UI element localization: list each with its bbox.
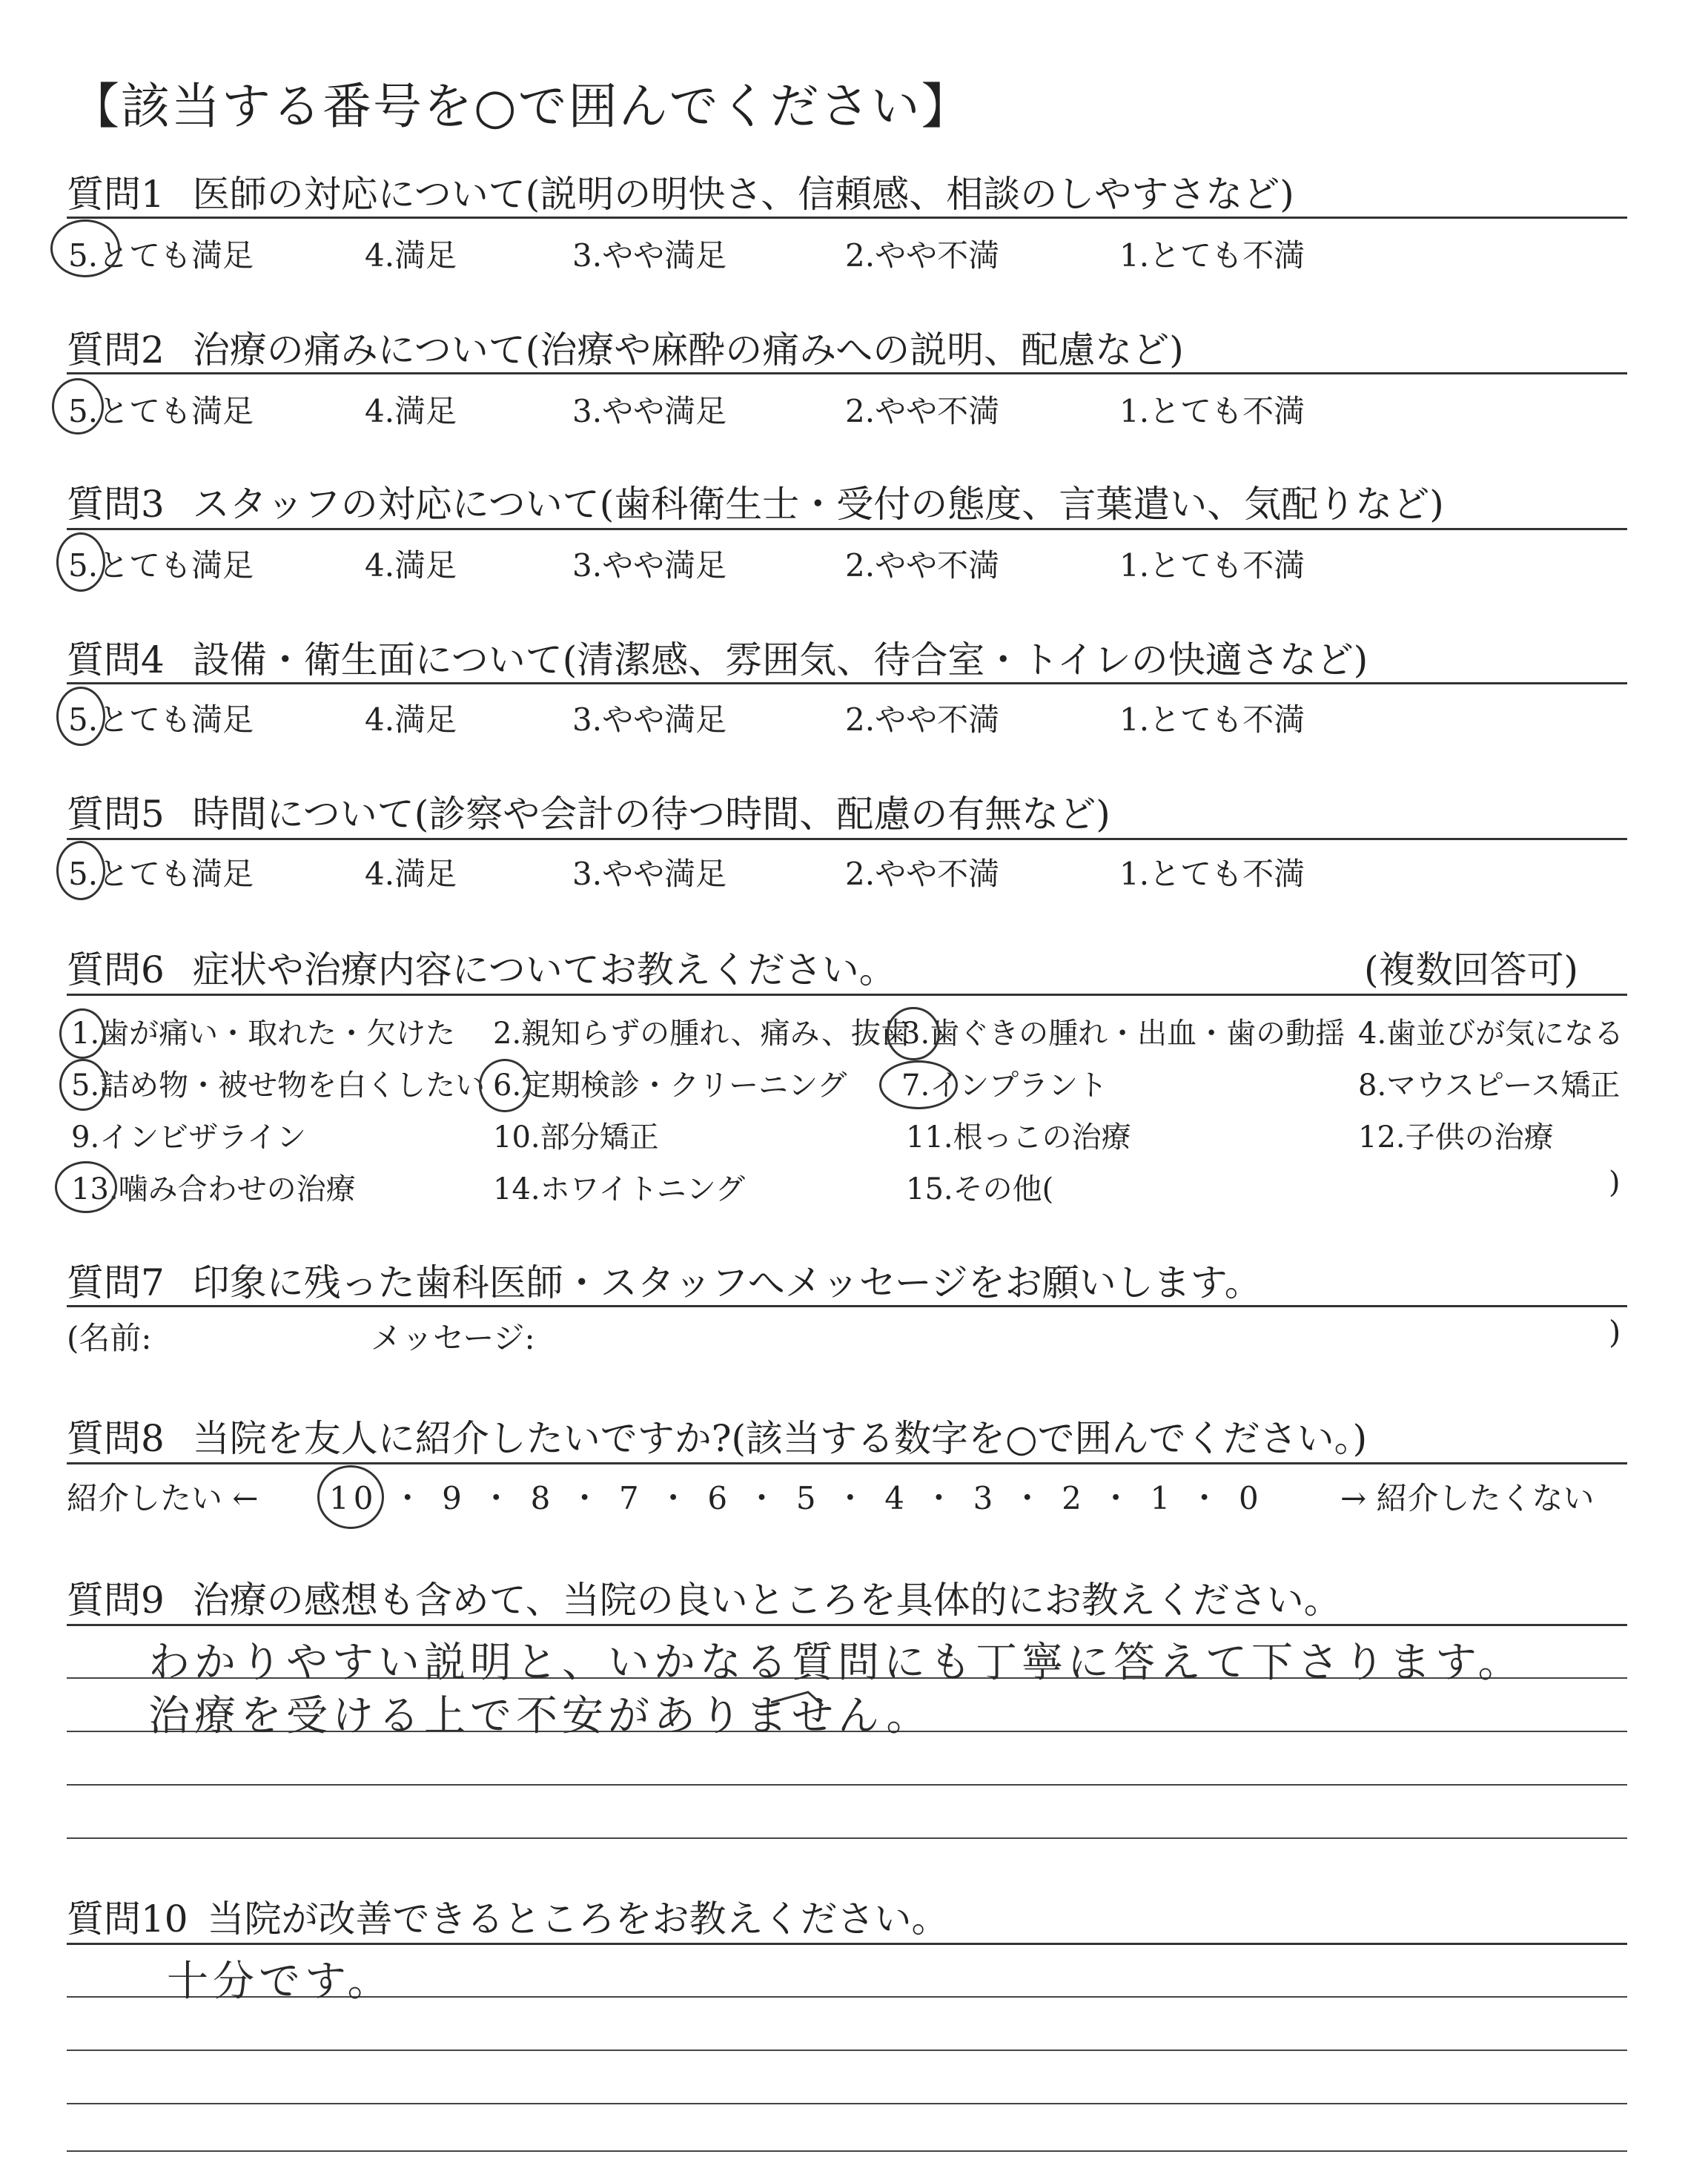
q6-item-11[interactable]: 11.根っこの治療	[906, 1120, 1131, 1155]
q5-option-4[interactable]: 4.満足	[365, 856, 457, 892]
q4-option-2[interactable]: 2.やや不満	[845, 701, 1000, 738]
q5-option-1[interactable]: 1.とても不満	[1119, 856, 1305, 892]
q6-item-2[interactable]: 2.親知らずの腫れ、痛み、抜歯	[493, 1017, 910, 1051]
question-7-label: 質問7	[67, 1261, 165, 1304]
question-10-label: 質問10	[67, 1898, 188, 1941]
selection-circle	[59, 1008, 105, 1059]
question-8	[67, 1409, 1367, 1462]
selection-circle	[317, 1465, 384, 1529]
recommend-scale[interactable]: 10 ・ 9 ・ 8 ・ 7 ・ 6 ・ 5 ・ 4 ・ 3 ・ 2 ・ 1 ・ 0	[329, 1480, 1263, 1516]
question-3-label: 質問3	[67, 483, 165, 526]
multiple-answer-note: (複数回答可)	[1364, 948, 1579, 991]
q2-option-4[interactable]: 4.満足	[365, 393, 457, 429]
q3-option-1[interactable]: 1.とても不満	[1119, 547, 1305, 584]
recommend-left-label: 紹介したい ←	[67, 1480, 259, 1516]
question-3-text: スタッフの対応について(歯科衛生士・受付の態度、言葉遣い、気配りなど)	[192, 483, 1444, 526]
message-label: メッセージ:	[371, 1320, 535, 1356]
question-5-label: 質問5	[67, 793, 165, 836]
question-10	[67, 1889, 949, 1943]
q2-option-3[interactable]: 3.やや満足	[572, 393, 727, 429]
selection-circle	[879, 1060, 958, 1109]
q9-answer-line-1: わかりやすい説明と、いかなる質問にも丁寧に答えて下さります。	[148, 1639, 1524, 1687]
q6-item-15-close: )	[1609, 1166, 1621, 1200]
answer-line	[67, 2103, 1627, 2104]
name-label: (名前:	[67, 1320, 152, 1356]
page-title: 【該当する番号を○で囲んでください】	[70, 78, 972, 135]
question-9-label: 質問9	[67, 1579, 165, 1622]
answer-line	[67, 1837, 1627, 1839]
q4-option-4[interactable]: 4.満足	[365, 701, 457, 738]
divider	[67, 372, 1627, 374]
q5-option-5[interactable]: 5.とても満足	[68, 856, 254, 892]
divider	[67, 994, 1627, 996]
q1-option-5[interactable]: 5.とても満足	[68, 237, 254, 274]
question-2	[67, 320, 1184, 374]
question-5	[67, 785, 1110, 838]
question-1-label: 質問1	[67, 173, 165, 216]
question-7	[67, 1253, 1262, 1307]
question-9	[67, 1571, 1341, 1624]
q6-item-4[interactable]: 4.歯並びが気になる	[1358, 1017, 1624, 1051]
q6-item-6[interactable]: 6.定期検診・クリーニング	[493, 1069, 847, 1103]
answer-line	[67, 1784, 1627, 1786]
question-7-text: 印象に残った歯科医師・スタッフへメッセージをお願いします。	[192, 1261, 1262, 1304]
q3-option-4[interactable]: 4.満足	[365, 547, 457, 584]
divider	[67, 528, 1627, 530]
q1-option-2[interactable]: 2.やや不満	[845, 237, 1000, 274]
selection-circle	[56, 687, 105, 746]
q2-option-5[interactable]: 5.とても満足	[68, 393, 254, 429]
q5-option-3[interactable]: 3.やや満足	[572, 856, 727, 892]
divider	[67, 1462, 1627, 1464]
q6-item-1[interactable]: 1.歯が痛い・取れた・欠けた	[71, 1017, 456, 1051]
question-8-text: 当院を友人に紹介したいですか?(該当する数字を○で囲んでください。)	[192, 1417, 1368, 1460]
divider	[67, 1943, 1627, 1945]
q3-option-5[interactable]: 5.とても満足	[68, 547, 254, 584]
selection-circle	[59, 1059, 107, 1111]
q6-item-9[interactable]: 9.インビザライン	[71, 1120, 306, 1155]
q6-item-12[interactable]: 12.子供の治療	[1358, 1120, 1554, 1155]
q6-item-5[interactable]: 5.詰め物・被せ物を白くしたい	[71, 1069, 486, 1103]
q1-option-4[interactable]: 4.満足	[365, 237, 457, 274]
q2-option-1[interactable]: 1.とても不満	[1119, 393, 1305, 429]
q6-item-7[interactable]: 7.インプラント	[901, 1069, 1108, 1103]
q6-item-14[interactable]: 14.ホワイトニング	[493, 1172, 746, 1206]
answer-line	[67, 2050, 1627, 2051]
q10-answer: 十分です。	[167, 1958, 394, 2006]
divider	[67, 838, 1627, 840]
q1-option-1[interactable]: 1.とても不満	[1119, 237, 1305, 274]
q1-option-3[interactable]: 3.やや満足	[572, 237, 727, 274]
answer-line	[67, 2150, 1627, 2152]
question-10-text: 当院が改善できるところをお教えください。	[207, 1898, 949, 1941]
question-6-label: 質問6	[67, 948, 165, 991]
q6-item-3[interactable]: 3.歯ぐきの腫れ・出血・歯の動揺	[901, 1017, 1345, 1051]
question-1-text: 医師の対応について(説明の明快さ、信頼感、相談のしやすさなど)	[192, 173, 1294, 216]
question-6-text: 症状や治療内容についてお教えください。	[192, 948, 896, 991]
q4-option-1[interactable]: 1.とても不満	[1119, 701, 1305, 738]
q2-option-2[interactable]: 2.やや不満	[845, 393, 1000, 429]
question-2-label: 質問2	[67, 328, 165, 371]
question-4-label: 質問4	[67, 638, 165, 681]
question-4-text: 設備・衛生面について(清潔感、雰囲気、待合室・トイレの快適さなど)	[192, 638, 1368, 681]
q6-item-13[interactable]: 13.噛み合わせの治療	[71, 1172, 356, 1206]
recommend-right-label: → 紹介したくない	[1340, 1480, 1595, 1516]
q4-option-5[interactable]: 5.とても満足	[68, 701, 254, 738]
divider	[67, 1624, 1627, 1626]
question-6	[67, 940, 896, 994]
q6-item-15[interactable]: 15.その他(	[906, 1172, 1054, 1206]
q6-item-8[interactable]: 8.マウスピース矯正	[1358, 1069, 1621, 1103]
selection-circle	[56, 841, 105, 900]
selection-circle	[887, 1007, 940, 1060]
question-3	[67, 475, 1444, 528]
q3-option-2[interactable]: 2.やや不満	[845, 547, 1000, 584]
q9-answer-line-2: 治療を受ける上で不安がありません。	[148, 1692, 933, 1740]
question-4	[67, 630, 1368, 684]
selection-circle	[56, 532, 105, 592]
selection-circle	[479, 1059, 531, 1112]
question-2-text: 治療の痛みについて(治療や麻酔の痛みへの説明、配慮など)	[192, 328, 1184, 371]
divider	[67, 682, 1627, 684]
selection-circle	[52, 378, 104, 435]
q3-option-3[interactable]: 3.やや満足	[572, 547, 727, 584]
question-1	[67, 165, 1294, 218]
q4-option-3[interactable]: 3.やや満足	[572, 701, 727, 738]
selection-circle	[55, 1161, 117, 1213]
selection-circle	[50, 219, 120, 277]
q5-option-2[interactable]: 2.やや不満	[845, 856, 1000, 892]
question-5-text: 時間について(診察や会計の待つ時間、配慮の有無など)	[192, 793, 1110, 836]
message-close: )	[1609, 1314, 1621, 1350]
q6-item-10[interactable]: 10.部分矯正	[493, 1120, 659, 1155]
divider	[67, 217, 1627, 219]
question-9-text: 治療の感想も含めて、当院の良いところを具体的にお教えください。	[192, 1579, 1341, 1622]
question-8-label: 質問8	[67, 1417, 165, 1460]
divider	[67, 1305, 1627, 1307]
